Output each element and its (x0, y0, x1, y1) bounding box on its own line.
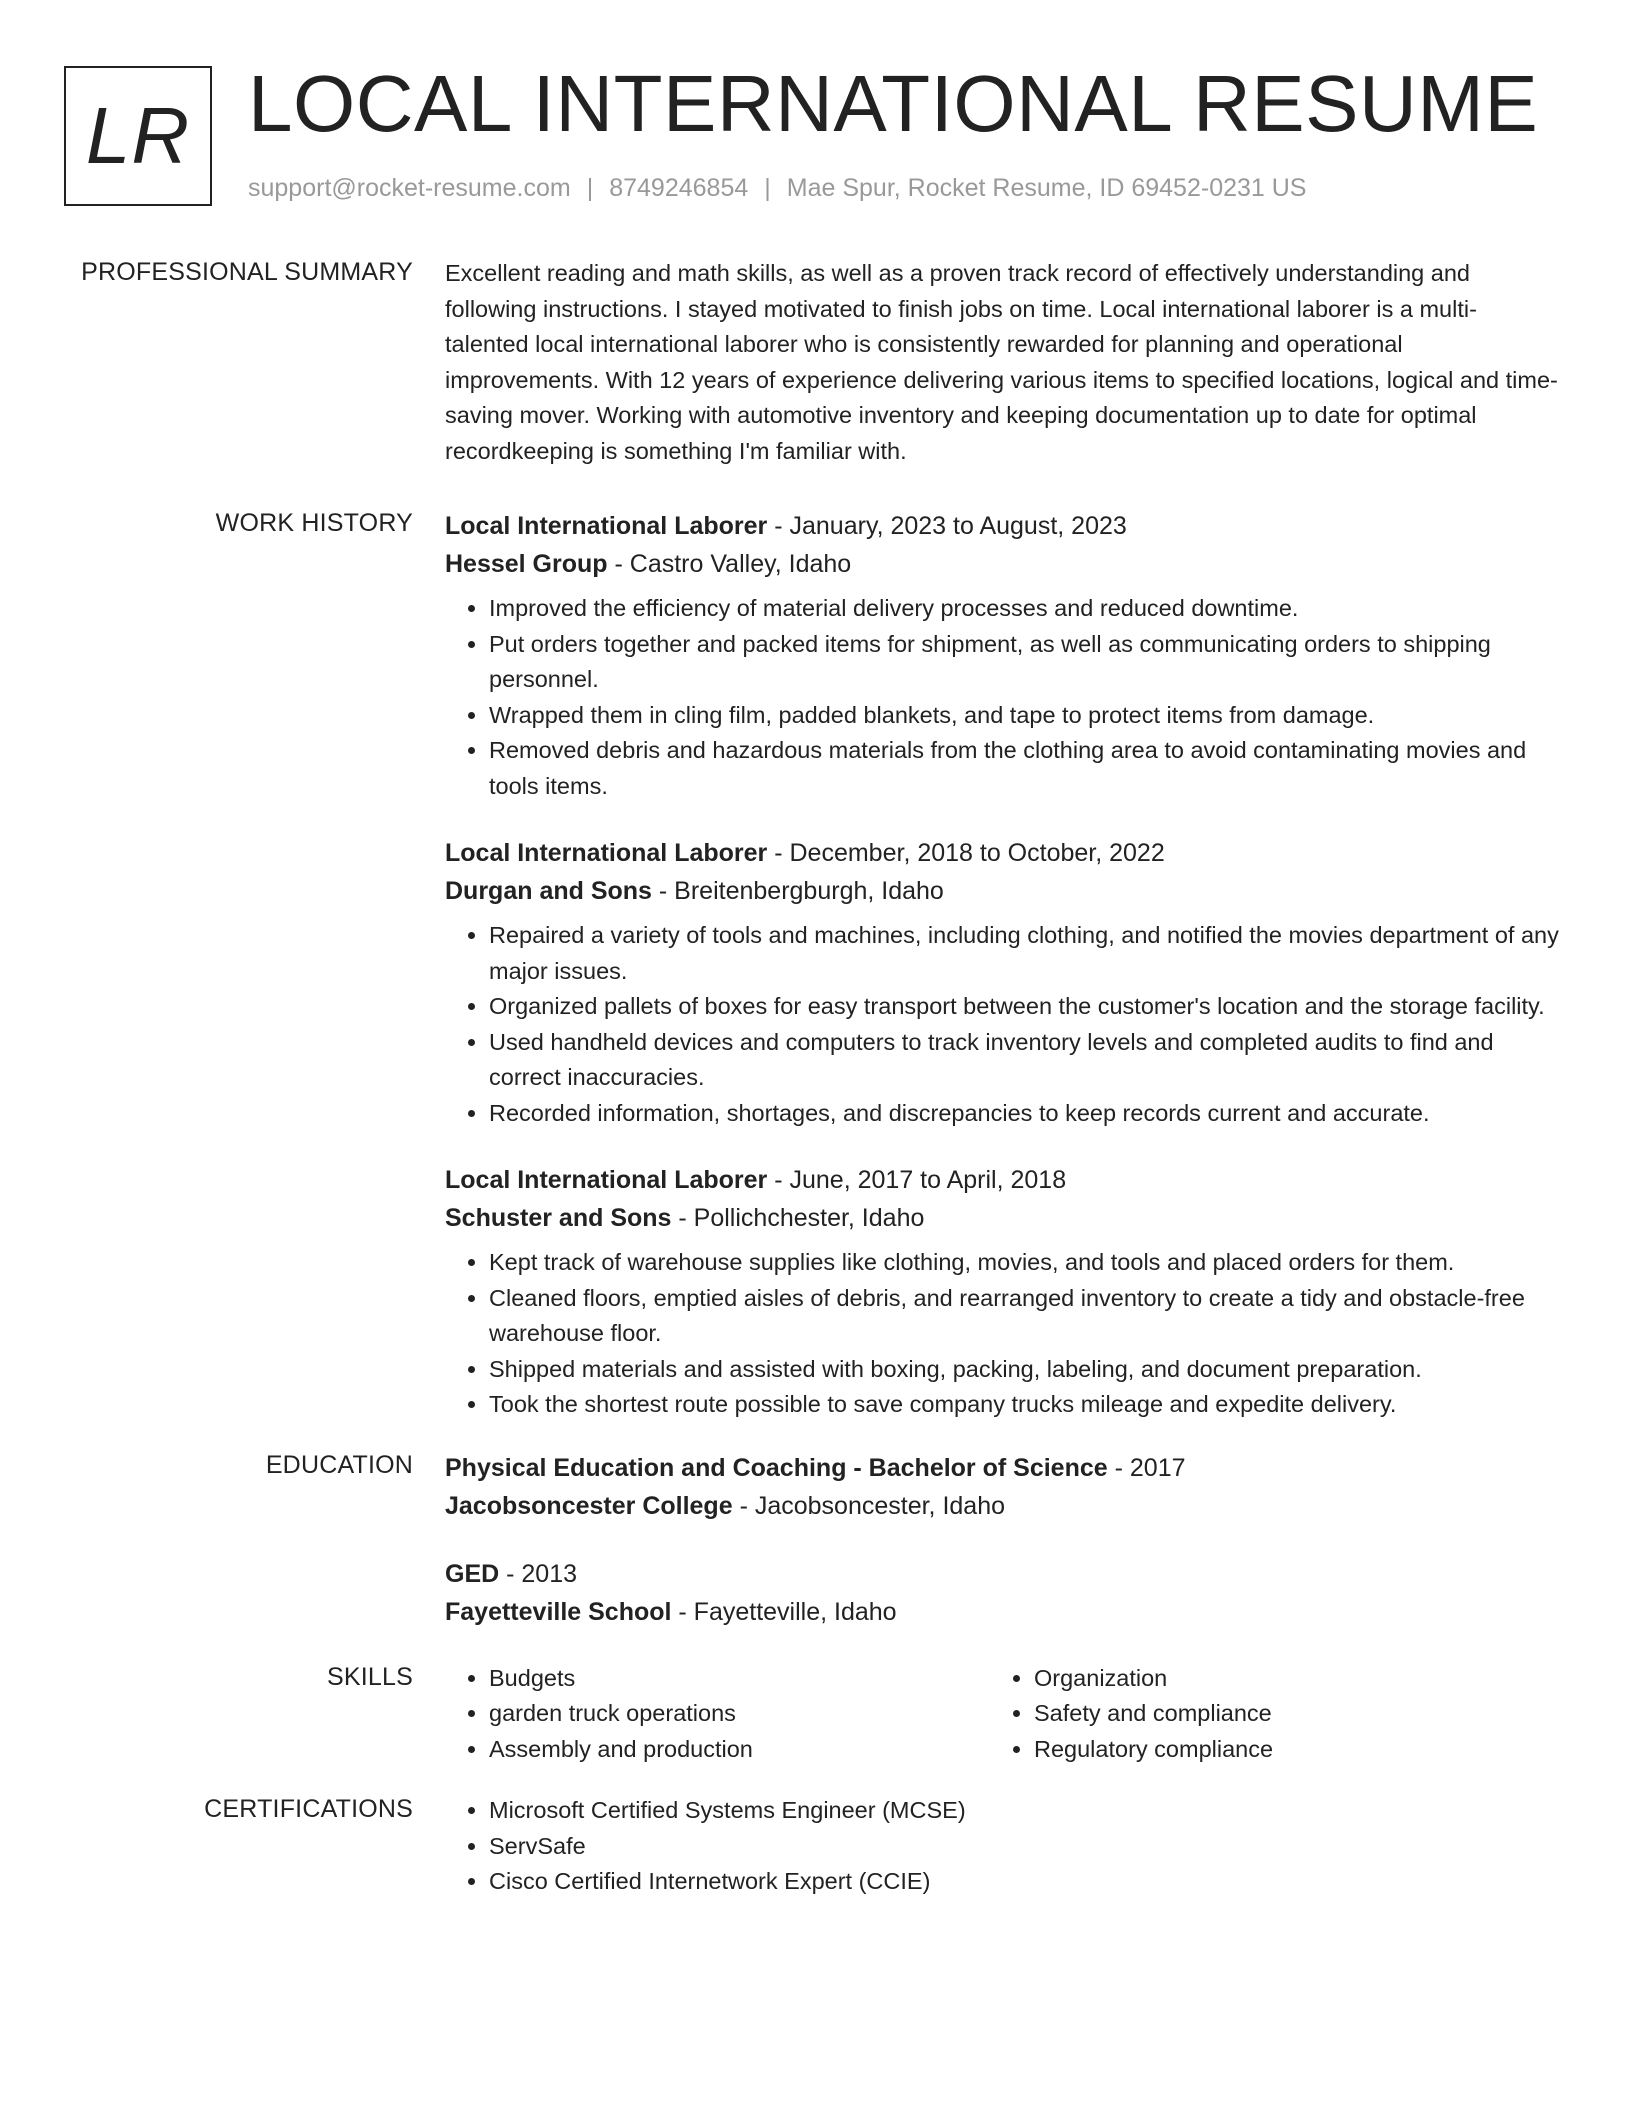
job-bullet: • Wrapped them in cling film, padded blankets, and tape to protect items from damage. (489, 698, 1560, 734)
education-section (0, 1449, 1632, 1661)
education-entry (445, 1449, 1560, 1525)
job-entry (445, 1161, 1560, 1423)
contact-separator: | (586, 174, 594, 202)
job-location: - Breitenbergburgh, Idaho (651, 877, 944, 905)
resume-name: LOCAL INTERNATIONAL RESUME (248, 59, 1539, 148)
job-company: Hessel Group (445, 550, 608, 578)
resume-content (0, 256, 1632, 1900)
job-bullet: • Put orders together and packed items for shipment, as well as communicating orders to shipping personnel. (489, 627, 1560, 698)
job-bullets (445, 1245, 1560, 1423)
skill-item: • garden truck operations (489, 1696, 990, 1732)
job-location: - Pollichchester, Idaho (671, 1204, 925, 1232)
certifications-section (0, 1793, 1632, 1900)
education-degree: GED (445, 1559, 500, 1588)
job-entry (445, 507, 1560, 804)
job-title-line (445, 1161, 1560, 1199)
certifications-body (445, 1793, 1560, 1900)
job-dates: - January, 2023 to August, 2023 (767, 512, 1127, 540)
job-entry (445, 834, 1560, 1131)
education-year: - 2017 (1107, 1453, 1186, 1482)
skill-item: • Assembly and production (489, 1732, 990, 1768)
job-bullet: • Took the shortest route possible to save company trucks mileage and expedite delivery. (489, 1387, 1560, 1423)
job-company: Durgan and Sons (445, 877, 652, 905)
job-bullets (445, 918, 1560, 1131)
job-company: Schuster and Sons (445, 1204, 672, 1232)
skills-list-right (990, 1661, 1535, 1768)
job-title-line (445, 507, 1560, 545)
education-degree: Physical Education and Coaching - Bachelor of Science (445, 1453, 1108, 1482)
skills-grid (445, 1661, 1560, 1768)
contact-separator: | (764, 174, 771, 202)
job-bullet: • Organized pallets of boxes for easy transport between the customer's location and the storage facility. (489, 989, 1560, 1025)
summary-text: Excellent reading and math skills, as well as a proven track record of effectively understanding and following instructions. I stayed motivated to finish jobs on time. Local international laborer is a multi-talented local international laborer who is consistently rewarded for planning and operational improvements. With 12 years of experience delivering various items to specified locations, logical and time-saving mover. Working with automotive inventory and keeping documentation up to date for optimal recordkeeping is something I'm familiar with. (445, 260, 1558, 464)
education-body (445, 1449, 1560, 1661)
contact-address: Mae Spur, Rocket Resume, ID 69452-0231 US (786, 174, 1307, 202)
contact-line (248, 174, 1306, 203)
job-bullet: • Kept track of warehouse supplies like clothing, movies, and tools and placed orders for them. (489, 1245, 1560, 1281)
job-title-line (445, 834, 1560, 872)
section-label-work-history: WORK HISTORY (215, 509, 413, 537)
education-degree-line (445, 1555, 1560, 1593)
contact-email: support@rocket-resume.com (248, 174, 571, 202)
skill-item: • Safety and compliance (1034, 1696, 1535, 1732)
job-title: Local International Laborer (445, 1166, 768, 1194)
education-entry (445, 1555, 1560, 1631)
certification-item: • Microsoft Certified Systems Engineer (MCSE) (489, 1793, 1560, 1829)
education-location: - Jacobsoncester, Idaho (732, 1491, 1006, 1520)
skills-list-left (445, 1661, 990, 1768)
skill-item: • Regulatory compliance (1034, 1732, 1535, 1768)
education-school-line (445, 1593, 1560, 1631)
certifications-list (445, 1793, 1560, 1900)
job-title: Local International Laborer (445, 839, 768, 867)
job-bullet: • Recorded information, shortages, and discrepancies to keep records current and accurate. (489, 1096, 1560, 1132)
summary-section (0, 256, 1632, 469)
skill-item: • Organization (1034, 1661, 1535, 1697)
section-label-certifications: CERTIFICATIONS (204, 1795, 413, 1823)
job-dates: - December, 2018 to October, 2022 (767, 839, 1165, 867)
job-title: Local International Laborer (445, 512, 768, 540)
work-history-body (445, 507, 1560, 1449)
skills-body (445, 1661, 1560, 1768)
work-history-section (0, 507, 1632, 1449)
job-location: - Castro Valley, Idaho (607, 550, 852, 578)
section-label-education: EDUCATION (265, 1450, 413, 1479)
job-company-line (445, 872, 1560, 910)
education-location: - Fayetteville, Idaho (671, 1597, 897, 1626)
certification-item: • Cisco Certified Internetwork Expert (CCIE) (489, 1864, 1560, 1900)
skill-item: • Budgets (489, 1661, 990, 1697)
section-label-summary: PROFESSIONAL SUMMARY (81, 258, 413, 286)
skills-section (0, 1661, 1632, 1768)
education-year: - 2013 (499, 1559, 578, 1588)
summary-body (445, 256, 1560, 469)
education-degree-line (445, 1449, 1560, 1487)
education-school: Jacobsoncester College (445, 1491, 733, 1520)
job-company-line (445, 1199, 1560, 1237)
job-bullets (445, 591, 1560, 804)
job-dates: - June, 2017 to April, 2018 (767, 1166, 1067, 1194)
job-bullet: • Used handheld devices and computers to track inventory levels and completed audits to find and correct inaccuracies. (489, 1025, 1560, 1096)
job-bullet: • Improved the efficiency of material delivery processes and reduced downtime. (489, 591, 1560, 627)
job-bullet: • Cleaned floors, emptied aisles of debris, and rearranged inventory to create a tidy and obstacle-free warehouse floor. (489, 1281, 1560, 1352)
job-bullet: • Shipped materials and assisted with boxing, packing, labeling, and document preparation. (489, 1352, 1560, 1388)
contact-phone: 8749246854 (609, 174, 749, 202)
education-school-line (445, 1487, 1560, 1525)
job-bullet: • Repaired a variety of tools and machines, including clothing, and notified the movies department of any major issues. (489, 918, 1560, 989)
job-bullet: • Removed debris and hazardous materials from the clothing area to avoid contaminating movies and tools items. (489, 733, 1560, 804)
education-school: Fayetteville School (445, 1597, 672, 1626)
monogram-logo: LR (64, 66, 212, 206)
section-label-skills: SKILLS (327, 1662, 413, 1691)
job-company-line (445, 545, 1560, 583)
certification-item: • ServSafe (489, 1829, 1560, 1865)
